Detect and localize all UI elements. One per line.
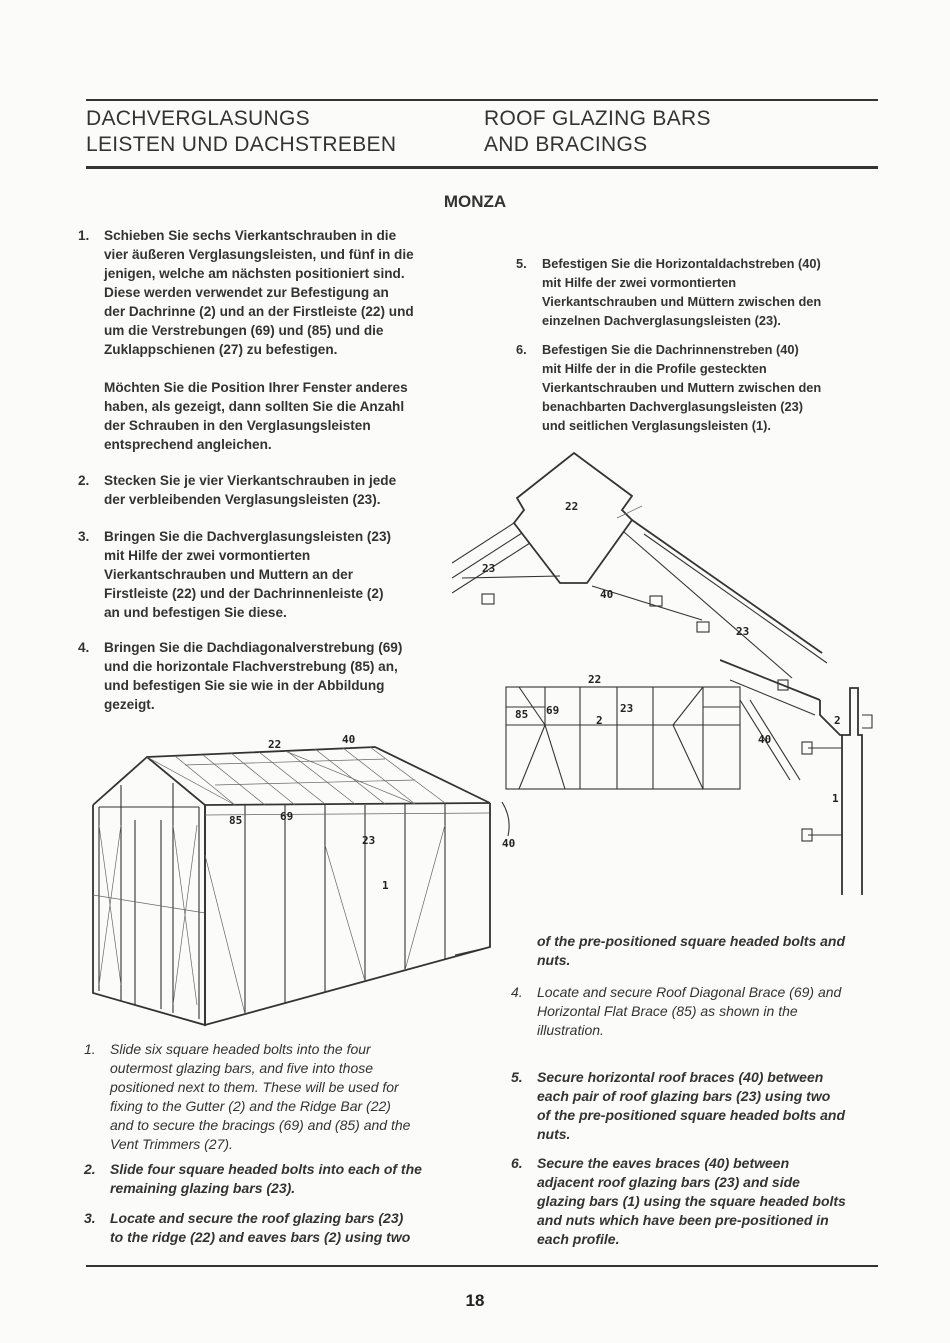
plan-label-22: 22 [588,673,602,686]
text-line: and to secure the bracings (69) and (85) and the [110,1117,411,1133]
text-line: und die horizontale Flachverstrebung (85) an, [104,659,398,674]
greenhouse-illustration [85,725,500,1035]
footer-rule [86,1265,878,1267]
eaves-detail-drawing [720,660,872,895]
text-line: Vierkantschrauben und Muttern zwischen den [542,380,822,395]
step-number: 5. [516,256,527,271]
plan-label-85: 85 [515,708,529,721]
text-line: illustration. [537,1022,604,1038]
eaves-label-2: 2 [834,714,841,727]
german-heading-line1: DACHVERGLASUNGS [86,107,310,130]
text-line: Befestigen Sie die Horizontaldachstreben (40) [542,256,821,271]
text-line: einzelnen Dachverglasungsleisten (23). [542,313,781,328]
text-line: mit Hilfe der zwei vormontierten [542,275,737,290]
roof-plan-diagram [505,683,745,793]
text-line: haben, als gezeigt, dann sollten Sie die Anzahl [104,399,405,414]
text-line: outermost glazing bars, and five into those [110,1060,374,1076]
greenhouse-label-1: 1 [382,879,389,892]
text-line: Secure the eaves braces (40) between [537,1155,790,1171]
text-line: adjacent roof glazing bars (23) and side [537,1174,800,1190]
text-line: fixing to the Gutter (2) and the Ridge Bar (22) [110,1098,391,1114]
text-line: each profile. [537,1231,620,1247]
text-line: Locate and secure the roof glazing bars (23) [110,1210,404,1226]
text-line: remaining glazing bars (23). [110,1180,296,1196]
step-number: 4. [511,984,523,1000]
text-line: each pair of roof glazing bars (23) using two [537,1088,831,1104]
text-line: mit Hilfe der zwei vormontierten [104,548,311,563]
text-line: Stecken Sie je vier Vierkantschrauben in jede [104,473,397,488]
plan-label-23: 23 [620,702,634,715]
step-number: 2. [78,473,90,488]
text-line: Slide four square headed bolts into each of the [110,1161,422,1177]
ridge-label-40: 40 [600,588,614,601]
greenhouse-frame [93,747,490,1025]
text-line: an und befestigen Sie diese. [104,605,287,620]
eaves-detail-illustration [720,640,890,900]
text-line: Vierkantschrauben und Müttern zwischen den [542,294,822,309]
english-heading-line1: ROOF GLAZING BARS [484,107,711,130]
page-number: 18 [465,1291,485,1310]
greenhouse-label-40: 40 [342,733,356,746]
english-heading [484,106,711,158]
text-line: Slide six square headed bolts into the four [110,1041,371,1057]
plan-leader-40 [500,800,520,840]
ridge-label-23b: 23 [736,625,750,638]
text-line: Zuklappschienen (27) zu befestigen. [104,342,338,357]
step-number: 4. [78,640,90,655]
text-line: nuts. [537,1126,571,1142]
text-line: der verbleibenden Verglasungsleisten (23). [104,492,381,507]
eaves-label-1: 1 [832,792,839,805]
text-line: Befestigen Sie die Dachrinnenstreben (40) [542,342,799,357]
text-line: Bringen Sie die Dachdiagonalverstrebung (69) [104,640,403,655]
text-line: glazing bars (1) using the square headed bolts [537,1193,846,1209]
text-line: Firstleiste (22) und der Dachrinnenleiste (2) [104,586,384,601]
step-number: 1. [84,1041,96,1057]
model-name: MONZA [443,192,507,211]
plan-label-40: 40 [502,837,516,850]
text-line: Vierkantschrauben und Muttern an der [104,567,354,582]
text-line: benachbarten Dachverglasungsleisten (23) [542,399,803,414]
text-line: um die Verstrebungen (69) und (85) und die [104,323,384,338]
header-bottom-rule [86,166,878,169]
text-line: Bringen Sie die Dachverglasungsleisten (23) [104,529,392,544]
text-line: und seitlichen Verglasungsleisten (1). [542,418,771,433]
greenhouse-label-85: 85 [229,814,243,827]
step-number: 2. [84,1161,96,1177]
greenhouse-label-69: 69 [280,810,294,823]
text-line: of the pre-positioned square headed bolts and [537,933,846,949]
step-number: 5. [511,1069,523,1085]
text-line: Diese werden verwendet zur Befestigung an [104,285,389,300]
step-number: 3. [84,1210,96,1226]
text-line: und befestigen Sie sie wie in der Abbildung [104,678,385,693]
eaves-label-40: 40 [758,733,772,746]
text-line: Secure horizontal roof braces (40) between [537,1069,824,1085]
german-heading [86,106,396,158]
text-line: to the ridge (22) and eaves bars (2) using two [110,1229,411,1245]
step-number: 3. [78,529,90,544]
text-line: mit Hilfe der in die Profile gesteckten [542,361,767,376]
english-heading-line2: AND BRACINGS [484,133,648,156]
text-line: entsprechend angleichen. [104,437,272,452]
ridge-label-22: 22 [565,500,579,513]
text-line: Vent Trimmers (27). [110,1136,233,1152]
text-line: Horizontal Flat Brace (85) as shown in the [537,1003,798,1019]
text-line: der Schrauben in den Verglasungsleisten [104,418,371,433]
text-line: Schieben Sie sechs Vierkantschrauben in die [104,228,397,243]
text-line: Möchten Sie die Position Ihrer Fenster anderes [104,380,408,395]
greenhouse-label-22: 22 [268,738,282,751]
german-heading-line2: LEISTEN UND DACHSTREBEN [86,133,397,156]
text-line: positioned next to them. These will be used for [110,1079,399,1095]
ridge-label-23: 23 [482,562,496,575]
text-line: der Dachrinne (2) und an der Firstleiste (22) und [104,304,414,319]
text-line: gezeigt. [104,697,155,712]
text-line: and nuts which have been pre-positioned in [537,1212,829,1228]
text-line: Locate and secure Roof Diagonal Brace (69) and [537,984,842,1000]
plan-label-2: 2 [596,714,603,727]
greenhouse-label-23: 23 [362,834,376,847]
header-top-rule [86,99,878,101]
text-line: vier äußeren Verglasungsleisten, und fünf in die [104,247,414,262]
text-line: nuts. [537,952,571,968]
step-number: 6. [516,342,527,357]
step-number: 1. [78,228,90,243]
step-number: 6. [511,1155,523,1171]
plan-label-69: 69 [546,704,560,717]
text-line: jenigen, welche am nächsten positioniert sind. [104,266,405,281]
text-line: of the pre-positioned square headed bolts and [537,1107,846,1123]
